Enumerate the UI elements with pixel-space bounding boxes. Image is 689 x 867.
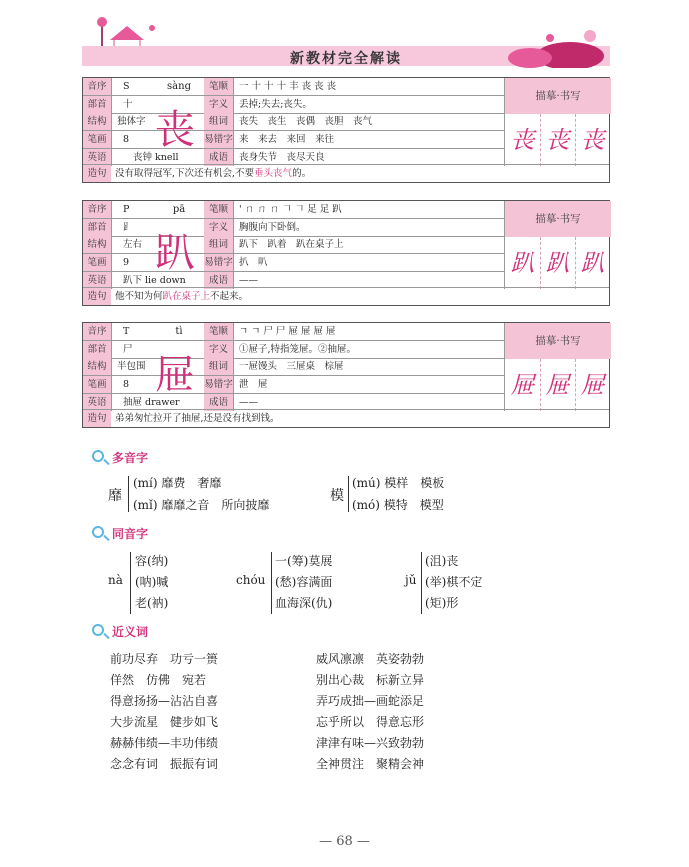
label-jiegou: 结构 (83, 236, 111, 253)
value-zuci: 一屉馒头 三屉桌 棕屉 (239, 361, 344, 372)
label-ziyi: 字义 (204, 341, 233, 358)
value-jiegou: 左右 (123, 239, 143, 250)
synonym-pair: 前功尽弃 功亏一篑 (110, 652, 219, 666)
label-jiegou: 结构 (83, 113, 111, 130)
magnifier-icon (92, 624, 104, 636)
value-yicuozi: 泄 屉 (239, 379, 268, 390)
big-character: 屉 (155, 352, 195, 398)
value-jiegou: 半包围 (117, 361, 146, 372)
synonym-pair: 得意扬扬—沾沾自喜 (110, 694, 219, 708)
label-yinxu: 音序 (83, 201, 111, 218)
value-pinyin: tì (175, 326, 183, 337)
label-bishun: 笔顺 (204, 78, 233, 95)
char-card-ti (82, 322, 610, 428)
value-bishun: ' ㄇ ㄇ ㄇ 𠃍 𠃍 足 足 趴 (239, 204, 342, 215)
label-yingyi: 英语 (83, 149, 111, 166)
label-chengyu: 成语 (204, 149, 233, 166)
label-zuci: 组词 (204, 236, 233, 253)
synonym-pair: 念念有词 振振有词 (110, 757, 219, 771)
synonym-pair: 忘乎所以 得意忘形 (316, 715, 425, 729)
value-yicuozi: 来 来去 来回 来往 (239, 134, 335, 145)
tongyin-pinyin-2: chóu (236, 573, 266, 587)
value-yinxu: S (123, 81, 130, 92)
char-card-pa (82, 200, 610, 306)
tracing-header: 描摹·书写 (505, 201, 611, 237)
label-bihua: 笔画 (83, 376, 111, 393)
label-bushou: 部首 (83, 219, 111, 236)
big-character: 丧 (155, 107, 195, 153)
tongyin-word: 一(筹)莫展 (275, 554, 333, 568)
value-yingyi: 趴下 lie down (123, 275, 186, 286)
value-bushou: 十 (123, 99, 133, 110)
value-zuci: 丧失 丧生 丧偶 丧胆 丧气 (239, 116, 373, 127)
magnifier-icon (92, 450, 104, 462)
tracing-char-3: 趴 (580, 249, 605, 277)
label-ziyi: 字义 (204, 219, 233, 236)
duoyin-char-b: 模 (330, 488, 344, 504)
value-chengyu: 丧身失节 丧尽天良 (239, 152, 325, 163)
label-zuci: 组词 (204, 358, 233, 375)
label-ziyi: 字义 (204, 96, 233, 113)
example-sentence: 他不知为何趴在桌子上不起来。 (115, 291, 249, 302)
synonym-pair: 别出心裁 标新立异 (316, 673, 425, 687)
example-sentence-row (83, 164, 609, 182)
tracing-char-3: 屉 (580, 371, 605, 399)
duoyin-char-a: 靡 (108, 488, 122, 504)
page-number: — 68 — (319, 834, 370, 849)
label-yinxu: 音序 (83, 323, 111, 340)
tracing-char-2: 屉 (545, 371, 570, 399)
page-title: 新教材完全解读 (290, 51, 402, 67)
label-zaoju: 造句 (83, 410, 111, 427)
value-pinyin: sàng (167, 81, 191, 92)
tongyin-word: (呐)喊 (135, 575, 169, 589)
label-bishun: 笔顺 (204, 323, 233, 340)
tracing-grid (504, 201, 611, 289)
big-character: 趴 (155, 230, 195, 276)
label-yinxu: 音序 (83, 78, 111, 95)
value-yinxu: T (123, 326, 130, 337)
label-yicuozi: 易错字 (204, 376, 233, 393)
tongyin-word: (矩)形 (425, 596, 459, 610)
label-yicuozi: 易错字 (204, 254, 233, 271)
tongyin-word: (愁)容满面 (275, 575, 333, 589)
label-jiegou: 结构 (83, 358, 111, 375)
label-bushou: 部首 (83, 96, 111, 113)
label-yingyi: 英语 (83, 272, 111, 289)
example-sentence: 没有取得冠军,下次还有机会,不要垂头丧气的。 (115, 168, 312, 179)
tracing-char-1: 丧 (510, 126, 535, 154)
tongyin-word: (举)棋不定 (425, 575, 483, 589)
example-sentence-row (83, 287, 609, 305)
value-yicuozi: 扒 叭 (239, 257, 268, 268)
synonym-pair: 弄巧成拙—画蛇添足 (316, 694, 425, 708)
label-chengyu: 成语 (204, 394, 233, 411)
synonym-pair: 大步流星 健步如飞 (110, 715, 219, 729)
tracing-char-2: 丧 (545, 126, 570, 154)
synonym-pair: 津津有味—兴致勃勃 (316, 736, 425, 750)
value-chengyu: —— (239, 397, 258, 408)
value-yingyi: 抽屉 drawer (123, 397, 180, 408)
label-zaoju: 造句 (83, 288, 111, 305)
char-card-sang (82, 77, 610, 183)
tongyin-pinyin-3: jǔ (405, 573, 417, 587)
label-yingyi: 英语 (83, 394, 111, 411)
value-pinyin: pā (172, 204, 186, 215)
tracing-header: 描摹·书写 (505, 78, 611, 114)
synonym-pair: 赫赫伟绩—丰功伟绩 (110, 736, 219, 750)
synonym-pair: 佯然 仿佛 宛若 (110, 673, 207, 687)
value-bihua: 8 (123, 379, 130, 390)
tracing-char-3: 丧 (580, 126, 605, 154)
value-ziyi: ①屉子,特指笼屉。②抽屉。 (239, 344, 357, 355)
synonym-pair: 威风凛凛 英姿勃勃 (316, 652, 425, 666)
section-tongyinzi-title: 同音字 (92, 524, 148, 544)
value-chengyu: —— (239, 275, 258, 286)
tracing-grid (504, 323, 611, 411)
value-bushou: 尸 (123, 344, 133, 355)
label-chengyu: 成语 (204, 272, 233, 289)
label-bihua: 笔画 (83, 131, 111, 148)
value-bishun: 一 十 十 十 丰 丧 丧 丧 (239, 81, 337, 92)
magnifier-icon (92, 526, 104, 538)
value-yinxu: P (123, 204, 130, 215)
tracing-header: 描摹·书写 (505, 323, 611, 359)
section-duoyinzi-title: 多音字 (92, 448, 148, 468)
value-yingyi: 丧钟 knell (133, 152, 179, 163)
duoyin-a-line2: (mǐ) 靡靡之音 所向披靡 (133, 498, 270, 512)
label-bishun: 笔顺 (204, 201, 233, 218)
tongyin-word: 老(衲) (135, 596, 169, 610)
label-zuci: 组词 (204, 113, 233, 130)
value-bihua: 8 (123, 134, 130, 145)
duoyin-b-line2: (mó) 模特 模型 (352, 498, 444, 512)
label-yicuozi: 易错字 (204, 131, 233, 148)
label-zaoju: 造句 (83, 165, 111, 182)
duoyin-a-line1: (mí) 靡费 奢靡 (133, 476, 222, 490)
tongyin-word: 血海深(仇) (275, 596, 333, 610)
page-header (82, 14, 610, 70)
tracing-grid (504, 78, 611, 166)
value-ziyi: 胸腹向下卧倒。 (239, 222, 306, 233)
value-zuci: 趴下 趴着 趴在桌子上 (239, 239, 344, 250)
value-bushou: ⻊ (123, 222, 133, 233)
value-bishun: ㄱ ㄱ 尸 尸 屉 屉 屉 屉 (239, 326, 336, 337)
tongyin-word: (沮)丧 (425, 554, 459, 568)
tracing-char-1: 趴 (510, 249, 535, 277)
synonym-pair: 全神贯注 聚精会神 (316, 757, 425, 771)
tongyin-pinyin-1: nà (108, 573, 123, 587)
label-bushou: 部首 (83, 341, 111, 358)
value-jiegou: 独体字 (117, 116, 146, 127)
label-bihua: 笔画 (83, 254, 111, 271)
value-ziyi: 丢掉;失去;丧失。 (239, 99, 312, 110)
value-bihua: 9 (123, 257, 130, 268)
bubbles-decoration-icon (490, 18, 610, 68)
tracing-char-1: 屉 (510, 371, 535, 399)
tracing-char-2: 趴 (545, 249, 570, 277)
duoyin-b-line1: (mú) 模样 模板 (352, 476, 445, 490)
tongyin-word: 容(纳) (135, 554, 169, 568)
example-sentence-row (83, 409, 609, 427)
section-jinyici-title: 近义词 (92, 622, 148, 642)
example-sentence: 弟弟匆忙拉开了抽屉,还是没有找到钱。 (115, 413, 280, 424)
